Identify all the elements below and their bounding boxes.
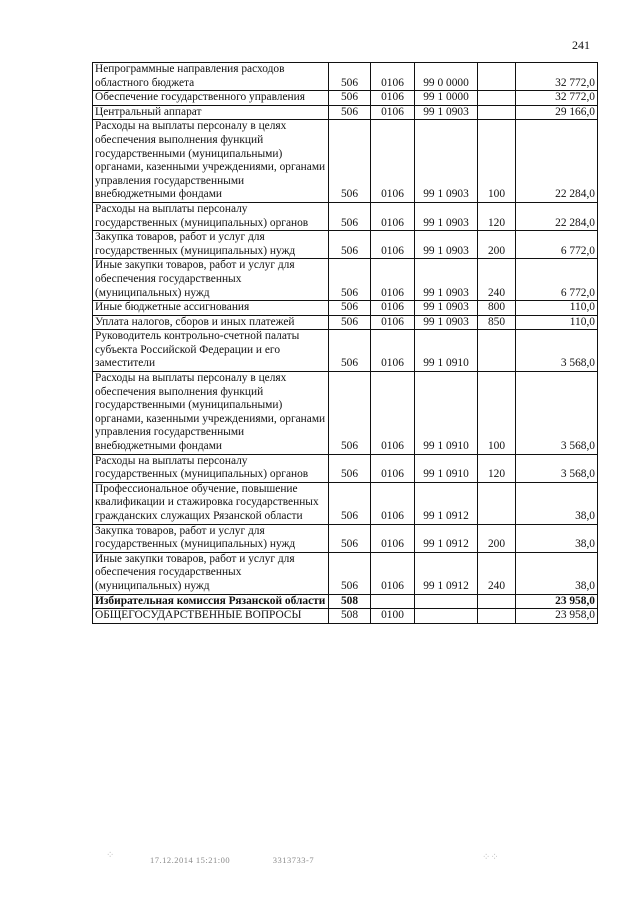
- cell-sum: 32 772,0: [516, 63, 598, 91]
- table-row: [93, 231, 598, 259]
- cell-csr: 99 1 0910: [415, 372, 478, 455]
- table-row: [93, 120, 598, 203]
- cell-rz: 0106: [371, 231, 415, 259]
- cell-csr: 99 1 0903: [415, 202, 478, 230]
- cell-csr: 99 1 0903: [415, 120, 478, 203]
- cell-sum: 6 772,0: [516, 231, 598, 259]
- cell-vr: 100: [478, 120, 516, 203]
- cell-ved: 506: [329, 482, 371, 524]
- cell-rz: [371, 594, 415, 609]
- cell-vr: 800: [478, 301, 516, 316]
- cell-rz: 0106: [371, 454, 415, 482]
- cell-name: Расходы на выплаты персоналу государственных (муниципальных) органов: [93, 454, 329, 482]
- table-row: [93, 594, 598, 609]
- table-row: [93, 259, 598, 301]
- cell-vr: 100: [478, 372, 516, 455]
- cell-name: Профессиональное обучение, повышение квалификации и стажировка государственных гражданских служащих Рязанской области: [93, 482, 329, 524]
- cell-vr: [478, 63, 516, 91]
- cell-rz: 0106: [371, 91, 415, 106]
- cell-sum: 110,0: [516, 315, 598, 330]
- cell-ved: 506: [329, 552, 371, 594]
- cell-vr: [478, 105, 516, 120]
- cell-vr: 240: [478, 259, 516, 301]
- table-row: [93, 609, 598, 624]
- table-row: [93, 330, 598, 372]
- footer-timestamp: 17.12.2014 15:21:00: [150, 855, 231, 865]
- cell-name: Иные бюджетные ассигнования: [93, 301, 329, 316]
- scan-mark-left: ⁘: [106, 850, 115, 861]
- footer-doc-id: 3313733-7: [272, 855, 315, 865]
- cell-csr: 99 1 0903: [415, 315, 478, 330]
- cell-csr: 99 1 0903: [415, 259, 478, 301]
- table-row: [93, 315, 598, 330]
- cell-ved: 506: [329, 105, 371, 120]
- table-row: [93, 372, 598, 455]
- cell-name: Избирательная комиссия Рязанской области: [93, 594, 329, 609]
- cell-name: Расходы на выплаты персоналу государственных (муниципальных) органов: [93, 202, 329, 230]
- table-row: [93, 552, 598, 594]
- cell-ved: 506: [329, 231, 371, 259]
- cell-sum: 110,0: [516, 301, 598, 316]
- cell-name: Иные закупки товаров, работ и услуг для обеспечения государственных (муниципальных) нужд: [93, 552, 329, 594]
- cell-vr: 200: [478, 524, 516, 552]
- table-row: [93, 524, 598, 552]
- cell-rz: 0106: [371, 482, 415, 524]
- cell-rz: 0106: [371, 330, 415, 372]
- cell-ved: 506: [329, 301, 371, 316]
- cell-sum: 23 958,0: [516, 609, 598, 624]
- cell-sum: 29 166,0: [516, 105, 598, 120]
- cell-sum: 38,0: [516, 524, 598, 552]
- cell-csr: [415, 594, 478, 609]
- cell-rz: 0106: [371, 552, 415, 594]
- cell-sum: 38,0: [516, 482, 598, 524]
- cell-ved: 506: [329, 524, 371, 552]
- cell-name: Уплата налогов, сборов и иных платежей: [93, 315, 329, 330]
- budget-table: [92, 62, 598, 624]
- cell-sum: 3 568,0: [516, 372, 598, 455]
- table-row: [93, 202, 598, 230]
- cell-sum: 3 568,0: [516, 454, 598, 482]
- cell-rz: 0106: [371, 524, 415, 552]
- cell-ved: 506: [329, 454, 371, 482]
- cell-name: Иные закупки товаров, работ и услуг для обеспечения государственных (муниципальных) нужд: [93, 259, 329, 301]
- cell-csr: 99 1 0903: [415, 301, 478, 316]
- cell-rz: 0106: [371, 63, 415, 91]
- cell-sum: 23 958,0: [516, 594, 598, 609]
- cell-ved: 506: [329, 120, 371, 203]
- cell-sum: 22 284,0: [516, 202, 598, 230]
- cell-ved: 508: [329, 594, 371, 609]
- cell-name: Закупка товаров, работ и услуг для государственных (муниципальных) нужд: [93, 231, 329, 259]
- cell-csr: 99 1 0903: [415, 231, 478, 259]
- table-row: [93, 91, 598, 106]
- cell-rz: 0100: [371, 609, 415, 624]
- cell-name: Руководитель контрольно-счетной палаты субъекта Российской Федерации и его заместители: [93, 330, 329, 372]
- cell-name: Обеспечение государственного управления: [93, 91, 329, 106]
- cell-csr: 99 0 0000: [415, 63, 478, 91]
- cell-vr: 120: [478, 202, 516, 230]
- footer-stamp: [150, 855, 354, 865]
- cell-csr: 99 1 0903: [415, 105, 478, 120]
- cell-vr: 240: [478, 552, 516, 594]
- cell-rz: 0106: [371, 202, 415, 230]
- table-row: [93, 301, 598, 316]
- cell-rz: 0106: [371, 120, 415, 203]
- cell-csr: 99 1 0910: [415, 454, 478, 482]
- budget-table-body: [93, 63, 598, 624]
- cell-vr: [478, 609, 516, 624]
- cell-csr: 99 1 0912: [415, 552, 478, 594]
- cell-csr: 99 1 0912: [415, 482, 478, 524]
- cell-csr: 99 1 0000: [415, 91, 478, 106]
- cell-vr: [478, 91, 516, 106]
- cell-vr: [478, 482, 516, 524]
- cell-ved: 506: [329, 259, 371, 301]
- cell-ved: 506: [329, 63, 371, 91]
- cell-sum: 22 284,0: [516, 120, 598, 203]
- cell-name: Расходы на выплаты персоналу в целях обеспечения выполнения функций государственными (муниципальными) органами, казенными учреждениями, органами управления государственными внебюджетными фондами: [93, 120, 329, 203]
- cell-sum: 38,0: [516, 552, 598, 594]
- cell-ved: 506: [329, 202, 371, 230]
- cell-csr: 99 1 0912: [415, 524, 478, 552]
- table-row: [93, 482, 598, 524]
- page-number: 241: [572, 38, 590, 52]
- cell-rz: 0106: [371, 259, 415, 301]
- cell-name: Центральный аппарат: [93, 105, 329, 120]
- cell-csr: 99 1 0910: [415, 330, 478, 372]
- cell-sum: 32 772,0: [516, 91, 598, 106]
- cell-name: Непрограммные направления расходов областного бюджета: [93, 63, 329, 91]
- cell-ved: 506: [329, 315, 371, 330]
- cell-ved: 506: [329, 372, 371, 455]
- cell-vr: [478, 330, 516, 372]
- cell-sum: 6 772,0: [516, 259, 598, 301]
- cell-vr: 120: [478, 454, 516, 482]
- cell-name: Расходы на выплаты персоналу в целях обеспечения выполнения функций государственными (муниципальными) органами, казенными учреждениями, органами управления государственными внебюджетными фондами: [93, 372, 329, 455]
- cell-ved: 506: [329, 330, 371, 372]
- cell-name: Закупка товаров, работ и услуг для государственных (муниципальных) нужд: [93, 524, 329, 552]
- cell-vr: 200: [478, 231, 516, 259]
- cell-rz: 0106: [371, 372, 415, 455]
- cell-vr: 850: [478, 315, 516, 330]
- cell-sum: 3 568,0: [516, 330, 598, 372]
- scan-mark-right: ⁘⁘: [482, 852, 499, 863]
- cell-csr: [415, 609, 478, 624]
- cell-name: ОБЩЕГОСУДАРСТВЕННЫЕ ВОПРОСЫ: [93, 609, 329, 624]
- cell-rz: 0106: [371, 315, 415, 330]
- cell-ved: 506: [329, 91, 371, 106]
- cell-rz: 0106: [371, 301, 415, 316]
- table-row: [93, 105, 598, 120]
- cell-rz: 0106: [371, 105, 415, 120]
- cell-vr: [478, 594, 516, 609]
- table-row: [93, 63, 598, 91]
- cell-ved: 508: [329, 609, 371, 624]
- table-row: [93, 454, 598, 482]
